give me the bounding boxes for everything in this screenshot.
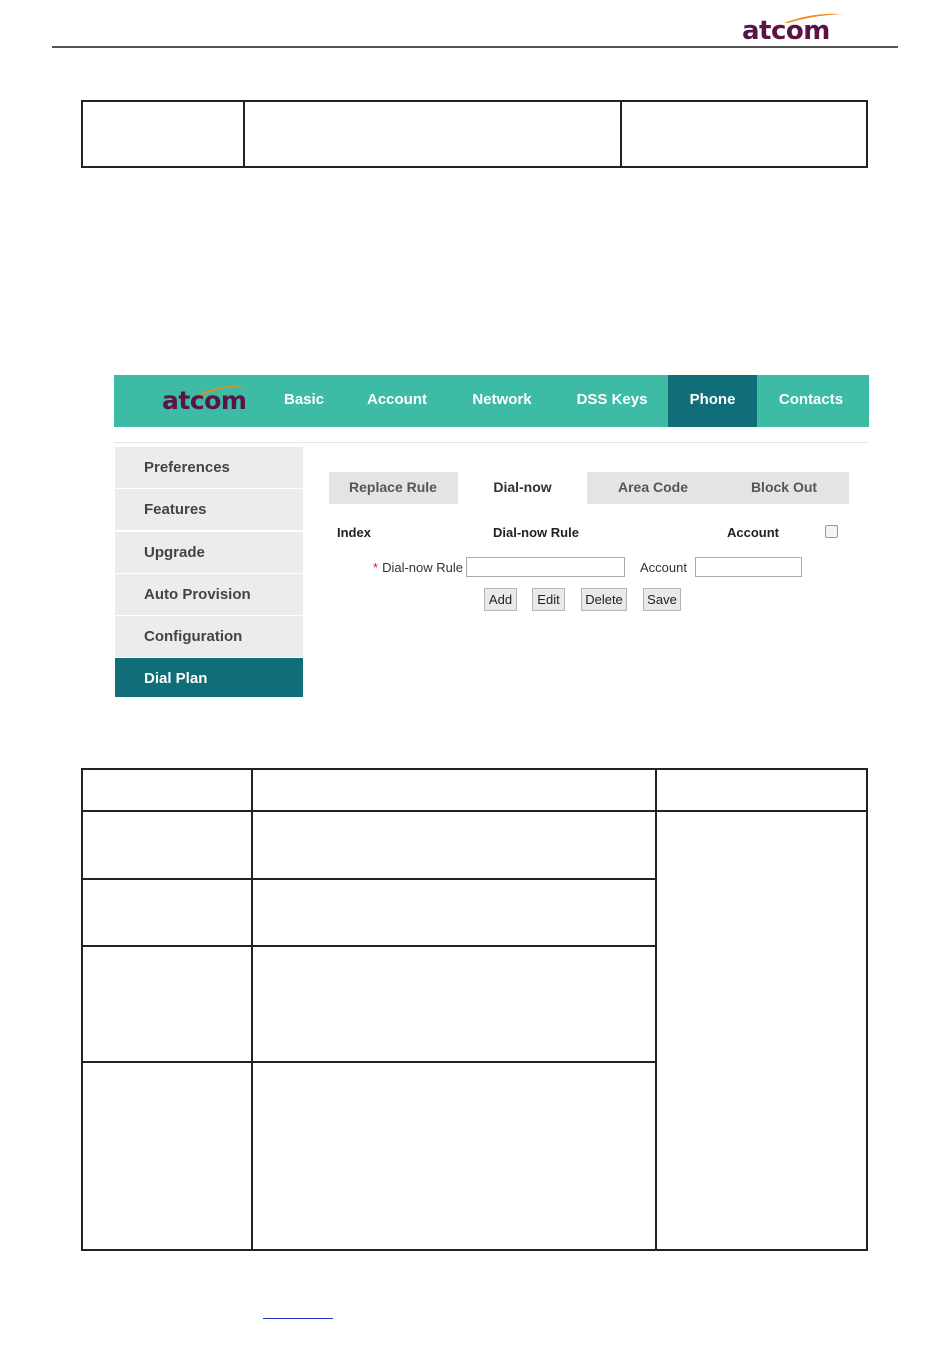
sidebar-item-auto-provision[interactable]: Auto Provision (115, 574, 303, 615)
header-rule (52, 46, 898, 48)
account-input[interactable] (695, 557, 802, 577)
nav-contacts[interactable]: Contacts (778, 391, 844, 408)
sidebar-item-features[interactable]: Features (115, 489, 303, 530)
sidebar-item-configuration[interactable]: Configuration (115, 616, 303, 657)
dial-now-rule-label-text: Dial-now Rule (382, 560, 463, 575)
edit-button[interactable]: Edit (532, 588, 565, 611)
table-row-divider (83, 1061, 657, 1063)
nav-basic[interactable]: Basic (283, 391, 325, 408)
tab-dial-now[interactable]: Dial-now (458, 472, 587, 504)
table-divider (243, 102, 245, 166)
column-header-index: Index (337, 525, 371, 540)
nav-dss-keys[interactable]: DSS Keys (576, 391, 648, 408)
select-all-checkbox[interactable] (825, 525, 838, 538)
table-divider (620, 102, 622, 166)
table-divider (251, 770, 253, 1249)
column-header-account: Account (727, 525, 779, 540)
table-row-divider (83, 810, 868, 812)
top-navbar (114, 375, 869, 427)
column-header-dial-now-rule: Dial-now Rule (493, 525, 579, 540)
top-table (81, 100, 868, 168)
delete-button[interactable]: Delete (581, 588, 627, 611)
save-button[interactable]: Save (643, 588, 681, 611)
table-row-divider (83, 945, 657, 947)
document-logo-text: atcom (742, 16, 830, 46)
required-asterisk: * (373, 560, 379, 575)
document-logo (742, 12, 846, 44)
dial-now-rule-label (373, 560, 463, 575)
tab-block-out[interactable]: Block Out (750, 479, 818, 495)
nav-account[interactable]: Account (367, 391, 427, 408)
bottom-table (81, 768, 868, 1251)
web-ui-screenshot (114, 375, 869, 698)
sidebar-item-preferences[interactable]: Preferences (115, 447, 303, 488)
dial-now-rule-input[interactable] (466, 557, 625, 577)
account-label: Account (640, 560, 687, 575)
sidebar-item-dial-plan[interactable]: Dial Plan (115, 658, 303, 697)
tab-replace-rule[interactable]: Replace Rule (349, 479, 437, 495)
sidebar-item-upgrade[interactable]: Upgrade (115, 532, 303, 573)
table-divider (655, 770, 657, 1249)
add-button[interactable]: Add (484, 588, 517, 611)
nav-network[interactable]: Network (472, 391, 532, 408)
tab-area-code[interactable]: Area Code (617, 479, 689, 495)
dial-plan-tabs (329, 472, 849, 504)
nav-logo (162, 384, 248, 420)
table-row-divider (83, 878, 657, 880)
nav-logo-text: atcom (162, 386, 247, 415)
footer-link-underline[interactable] (263, 1318, 333, 1319)
nav-phone[interactable]: Phone (668, 375, 757, 427)
nav-divider (114, 442, 869, 443)
